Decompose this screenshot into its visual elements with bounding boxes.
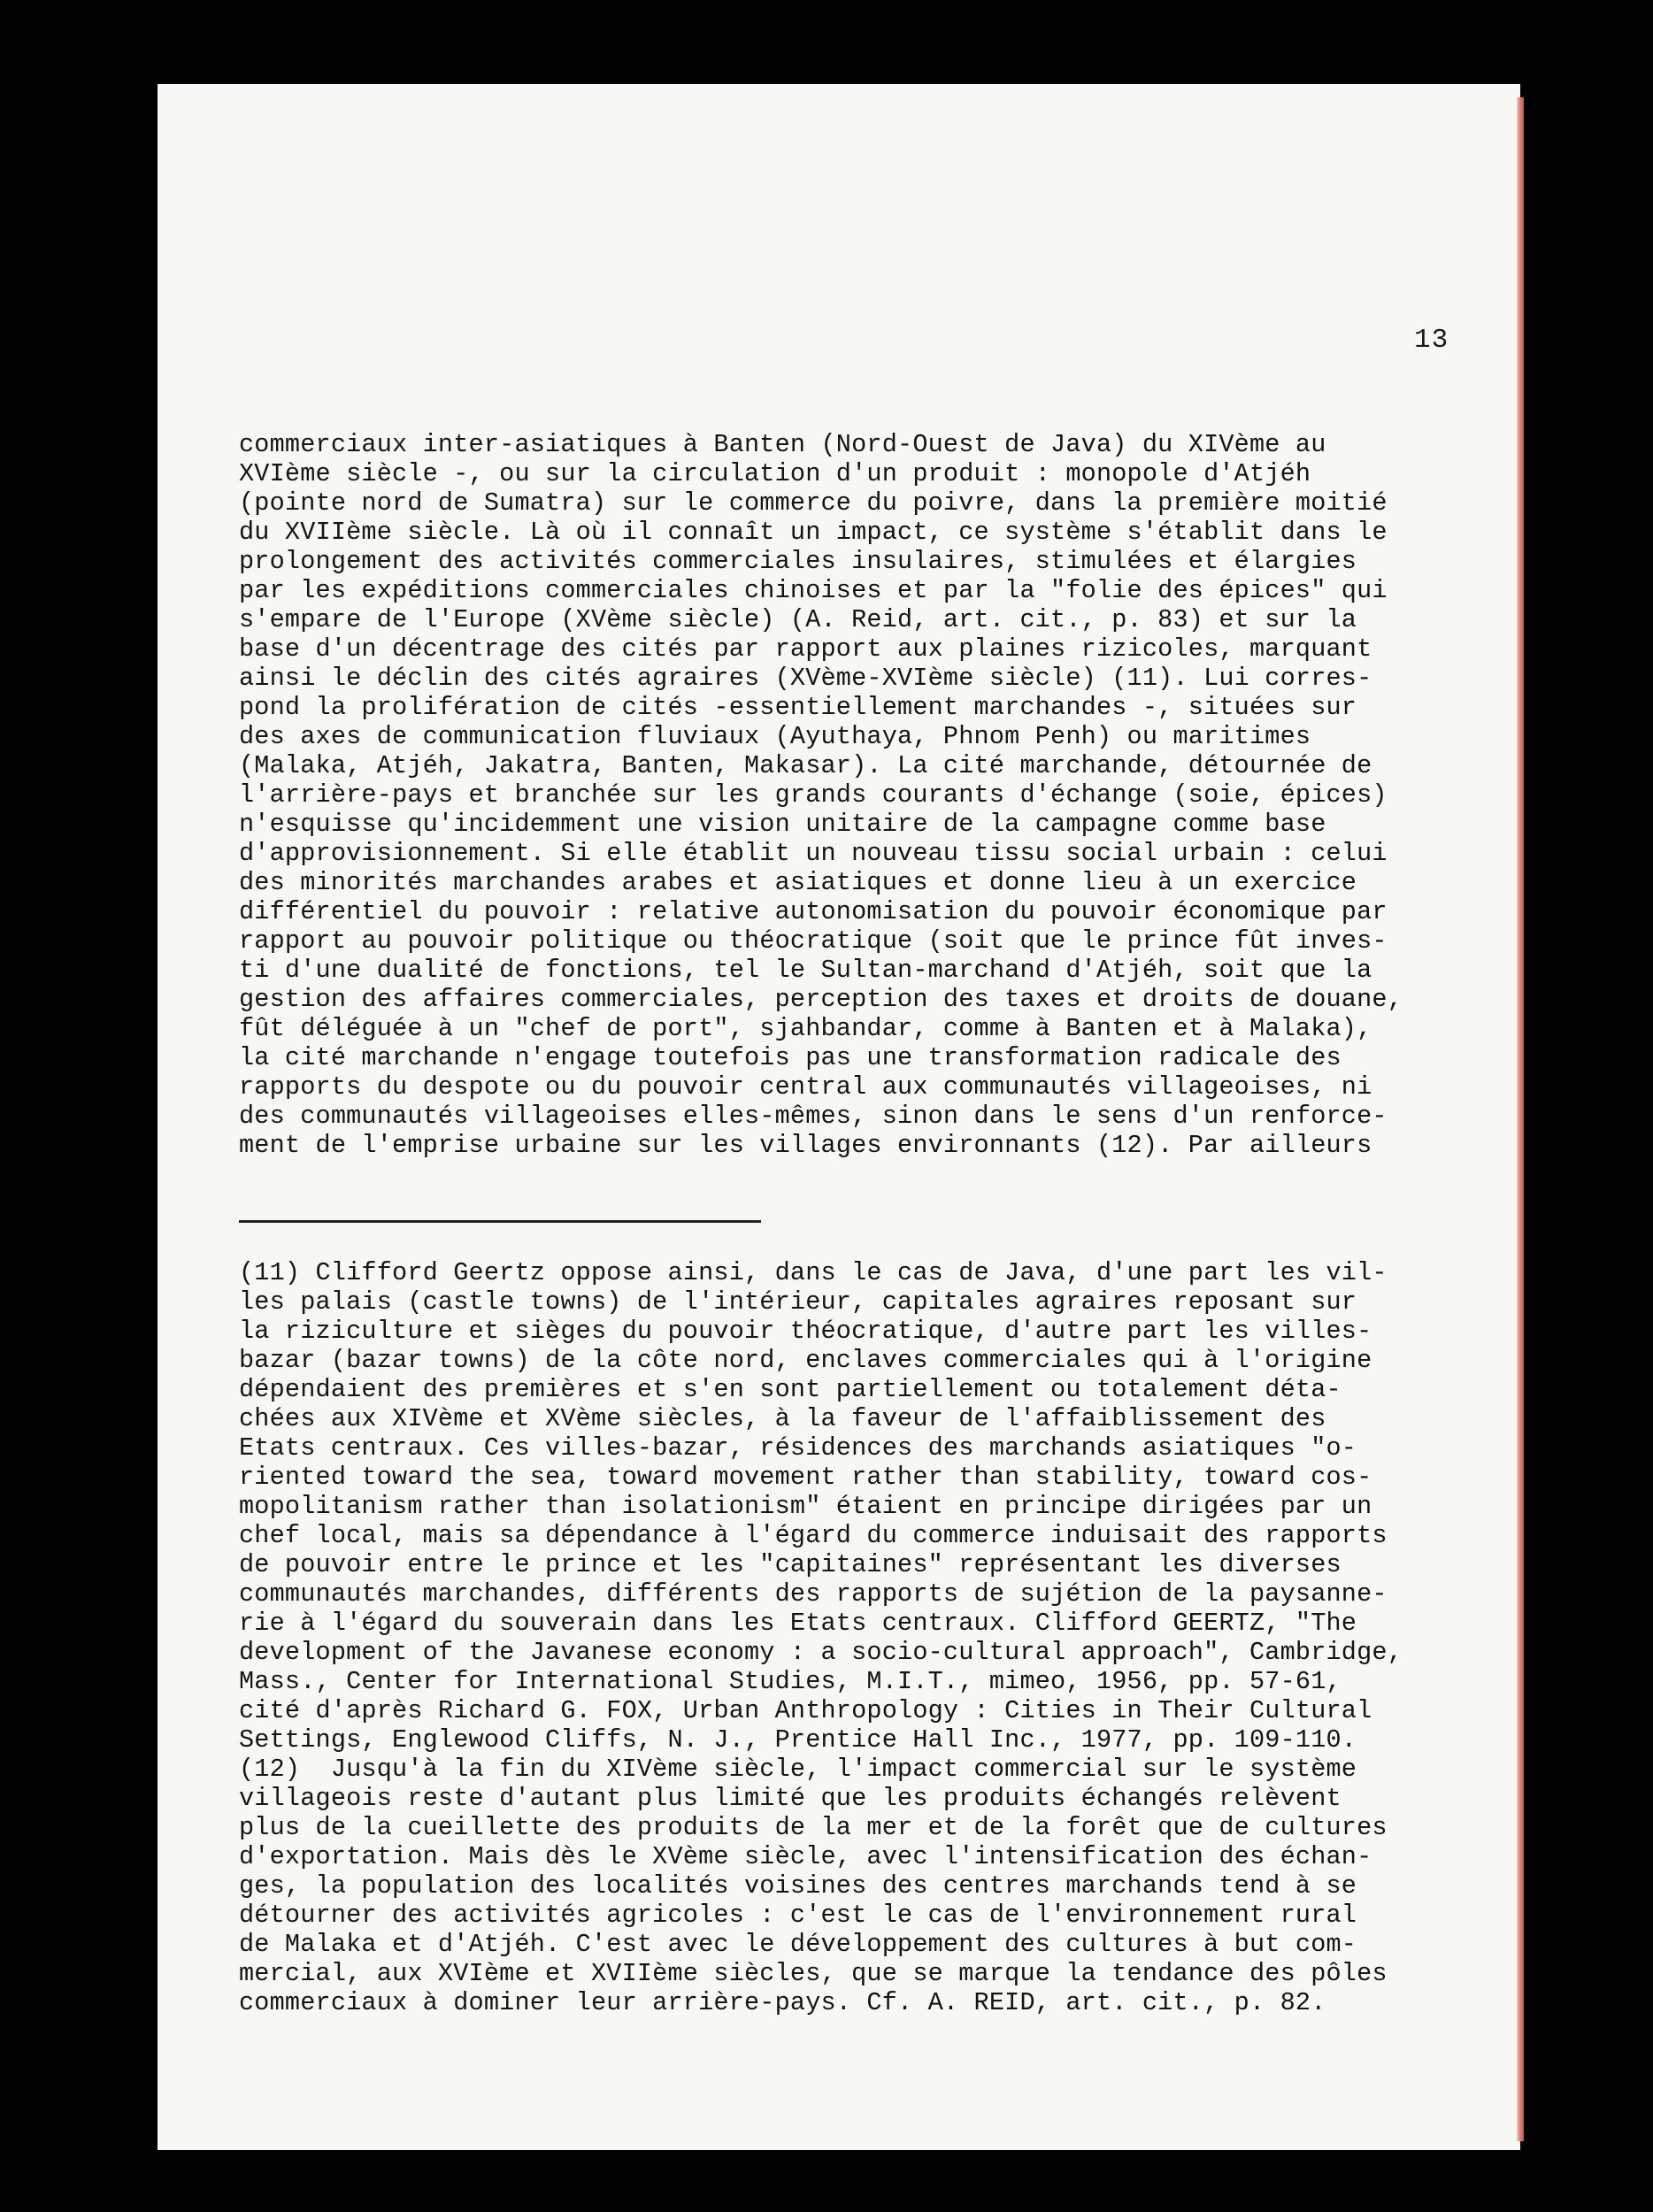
body-line: fût déléguée à un "chef de port", sjahbandar, comme à Banten et à Malaka), [239, 1014, 1372, 1043]
footnote-line: de pouvoir entre le prince et les "capitaines" représentant les diverses [239, 1550, 1342, 1579]
footnote-line: cité d'après Richard G. FOX, Urban Anthropology : Cities in Their Cultural [239, 1696, 1372, 1725]
body-line: par les expéditions commerciales chinoises et par la "folie des épices" qui [239, 576, 1388, 605]
footnote-line: communautés marchandes, différents des rapports de sujétion de la paysanne- [239, 1579, 1388, 1609]
footnote-line: development of the Javanese economy : a socio-cultural approach", Cambridge, [239, 1638, 1403, 1667]
footnote-line: rie à l'égard du souverain dans les Etats centraux. Clifford GEERTZ, "The [239, 1609, 1357, 1638]
footnote-line: les palais (castle towns) de l'intérieur, capitales agraires reposant sur [239, 1287, 1357, 1317]
body-line: du XVIIème siècle. Là où il connaît un impact, ce système s'établit dans le [239, 518, 1388, 547]
body-line: ti d'une dualité de fonctions, tel le Sultan-marchand d'Atjéh, soit que la [239, 956, 1372, 985]
footnote-line: riented toward the sea, toward movement rather than stability, toward cos- [239, 1463, 1372, 1492]
footnote-line: (12) Jusqu'à la fin du XIVème siècle, l'impact commercial sur le système [239, 1755, 1357, 1784]
body-line: s'empare de l'Europe (XVème siècle) (A. Reid, art. cit., p. 83) et sur la [239, 605, 1357, 634]
body-line: la cité marchande n'engage toutefois pas une transformation radicale des [239, 1043, 1342, 1072]
footnote-line: Mass., Center for International Studies, M.I.T., mimeo, 1956, pp. 57-61, [239, 1667, 1342, 1696]
body-line: l'arrière-pays et branchée sur les grands courants d'échange (soie, épices) [239, 780, 1388, 810]
body-line: commerciaux inter-asiatiques à Banten (Nord-Ouest de Java) du XIVème au [239, 430, 1326, 459]
footnote-line: (11) Clifford Geertz oppose ainsi, dans le cas de Java, d'une part les vil- [239, 1258, 1388, 1287]
body-line: XVIème siècle -, ou sur la circulation d'un produit : monopole d'Atjéh [239, 459, 1311, 488]
body-line: différentiel du pouvoir : relative autonomisation du pouvoir économique par [239, 897, 1388, 926]
body-line: (pointe nord de Sumatra) sur le commerce du poivre, dans la première moitié [239, 488, 1388, 518]
footnote-line: Etats centraux. Ces villes-bazar, résidences des marchands asiatiques "o- [239, 1433, 1357, 1463]
body-line: des minorités marchandes arabes et asiatiques et donne lieu à un exercice [239, 868, 1357, 897]
footnote-line: dépendaient des premières et s'en sont partiellement ou totalement déta- [239, 1375, 1342, 1404]
footnote-line: chef local, mais sa dépendance à l'égard du commerce induisait des rapports [239, 1521, 1388, 1550]
body-line: d'approvisionnement. Si elle établit un nouveau tissu social urbain : celui [239, 839, 1388, 868]
footnote-line: bazar (bazar towns) de la côte nord, enclaves commerciales qui à l'origine [239, 1346, 1372, 1375]
footnote-line: la riziculture et sièges du pouvoir théocratique, d'autre part les villes- [239, 1317, 1372, 1346]
body-line: pond la prolifération de cités -essentiellement marchandes -, situées sur [239, 693, 1357, 722]
footnote-line: chées aux XIVème et XVème siècles, à la faveur de l'affaiblissement des [239, 1404, 1326, 1433]
footnote-line: villageois reste d'autant plus limité que les produits échangés relèvent [239, 1784, 1342, 1813]
body-line: prolongement des activités commerciales insulaires, stimulées et élargies [239, 547, 1357, 576]
body-line: n'esquisse qu'incidemment une vision unitaire de la campagne comme base [239, 810, 1326, 839]
body-line: base d'un décentrage des cités par rapport aux plaines rizicoles, marquant [239, 634, 1372, 664]
body-line: rapport au pouvoir politique ou théocratique (soit que le prince fût inves- [239, 926, 1388, 956]
footnote-line: détourner des activités agricoles : c'est le cas de l'environnement rural [239, 1901, 1357, 1930]
document-page [158, 84, 1520, 2150]
body-text [239, 430, 1403, 1160]
body-line: des communautés villageoises elles-mêmes, sinon dans le sens d'un renforce- [239, 1102, 1388, 1131]
footnote-separator [239, 1220, 761, 1223]
page-number: 13 [1414, 325, 1449, 356]
footnote-line: ges, la population des localités voisines des centres marchands tend à se [239, 1871, 1357, 1901]
body-line: (Malaka, Atjéh, Jakatra, Banten, Makasar). La cité marchande, détournée de [239, 751, 1372, 780]
footnote-line: mercial, aux XVIème et XVIIème siècles, que se marque la tendance des pôles [239, 1959, 1388, 1988]
footnote-line: Settings, Englewood Cliffs, N. J., Prentice Hall Inc., 1977, pp. 109-110. [239, 1725, 1357, 1755]
body-line: rapports du despote ou du pouvoir central aux communautés villageoises, ni [239, 1072, 1372, 1102]
footnote-line: de Malaka et d'Atjéh. C'est avec le développement des cultures à but com- [239, 1930, 1357, 1959]
footnote-line: commerciaux à dominer leur arrière-pays. Cf. A. REID, art. cit., p. 82. [239, 1988, 1326, 2017]
page-edge [1517, 97, 1524, 2141]
body-line: ment de l'emprise urbaine sur les villages environnants (12). Par ailleurs [239, 1131, 1372, 1160]
footnotes [239, 1258, 1403, 2017]
body-line: ainsi le déclin des cités agraires (XVème-XVIème siècle) (11). Lui corres- [239, 664, 1372, 693]
footnote-line: plus de la cueillette des produits de la mer et de la forêt que de cultures [239, 1813, 1388, 1842]
footnote-line: d'exportation. Mais dès le XVème siècle, avec l'intensification des échan- [239, 1842, 1372, 1871]
footnote-line: mopolitanism rather than isolationism" étaient en principe dirigées par un [239, 1492, 1372, 1521]
body-line: des axes de communication fluviaux (Ayuthaya, Phnom Penh) ou maritimes [239, 722, 1311, 751]
body-line: gestion des affaires commerciales, perception des taxes et droits de douane, [239, 985, 1403, 1014]
